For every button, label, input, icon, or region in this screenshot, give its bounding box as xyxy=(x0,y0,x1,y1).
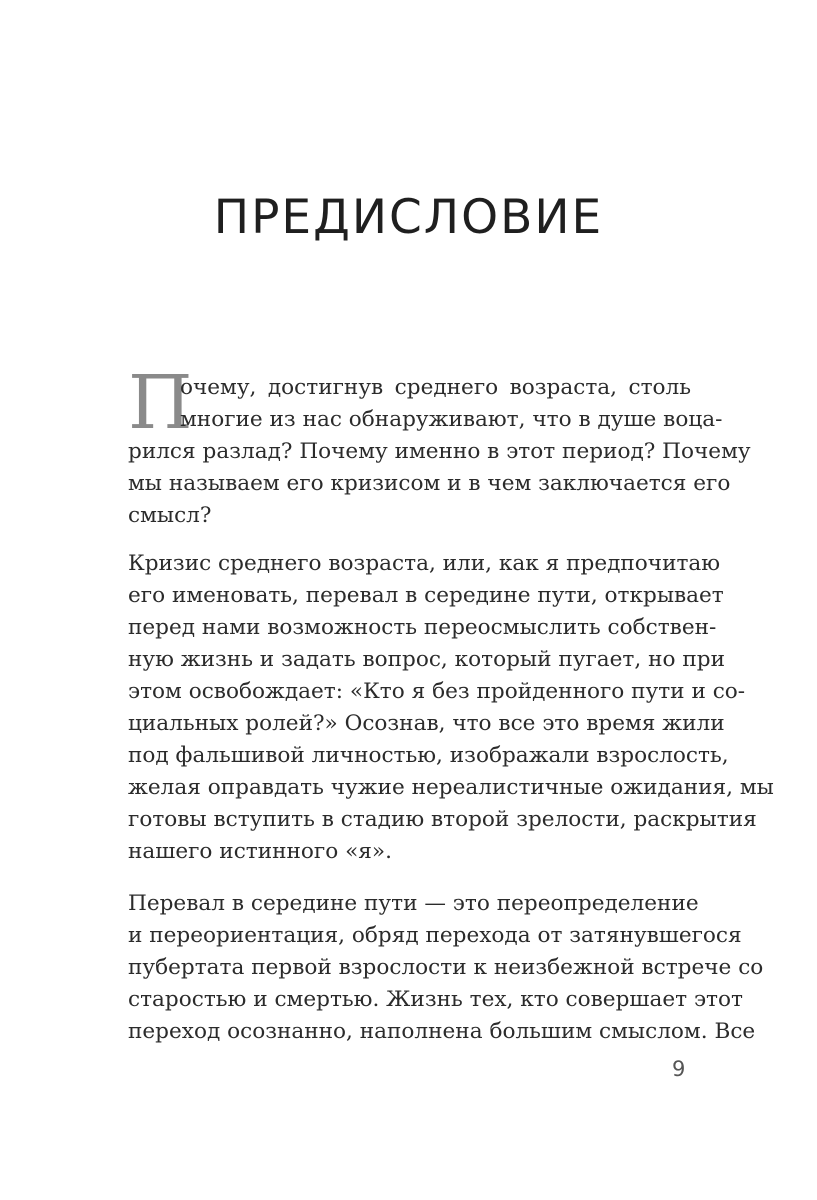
text-line: переход осознанно, наполнена большим смыслом. Все xyxy=(128,1019,756,1044)
text-line: циальных ролей?» Осознав, что все это время жили xyxy=(128,711,725,736)
text-line: перед нами возможность переосмыслить собствен- xyxy=(128,615,717,640)
text-line: пубертата первой взрослости к неизбежной встрече со xyxy=(128,955,764,980)
page-number: 9 xyxy=(672,1057,686,1081)
text-line: смысл? xyxy=(128,503,212,528)
body-text xyxy=(128,372,774,1048)
text-line: многие из нас обнаруживают, что в душе воца- xyxy=(180,407,723,432)
paragraph-2 xyxy=(128,548,774,868)
text-line: нашего истинного «я». xyxy=(128,839,392,864)
text-line: рился разлад? Почему именно в этот период? Почему xyxy=(128,439,751,464)
paragraph-spacer xyxy=(128,532,691,548)
drop-cap: П xyxy=(128,360,193,446)
text-line: желая оправдать чужие нереалистичные ожидания, мы xyxy=(128,775,774,800)
text-line: ную жизнь и задать вопрос, который пугает, но при xyxy=(128,647,725,672)
text-line: его именовать, перевал в середине пути, открывает xyxy=(128,583,724,608)
text-line: старостью и смертью. Жизнь тех, кто совершает этот xyxy=(128,987,743,1012)
text-line: под фальшивой личностью, изображали взрослость, xyxy=(128,743,729,768)
text-line: очему, достигнув среднего возраста, столь xyxy=(180,375,691,400)
text-line: и переориентация, обряд перехода от затянувшегося xyxy=(128,923,742,948)
paragraph-1 xyxy=(128,372,751,532)
chapter-title: ПРЕДИСЛОВИЕ xyxy=(213,190,604,245)
text-line: Перевал в середине пути — это переопределение xyxy=(128,891,699,916)
text-line: Кризис среднего возраста, или, как я предпочитаю xyxy=(128,551,721,576)
text-line: этом освобождает: «Кто я без пройденного пути и со- xyxy=(128,679,746,704)
text-line: мы называем его кризисом и в чем заключается его xyxy=(128,471,731,496)
paragraph-spacer xyxy=(128,868,691,888)
paragraph-3 xyxy=(128,888,764,1048)
text-line: готовы вступить в стадию второй зрелости, раскрытия xyxy=(128,807,757,832)
